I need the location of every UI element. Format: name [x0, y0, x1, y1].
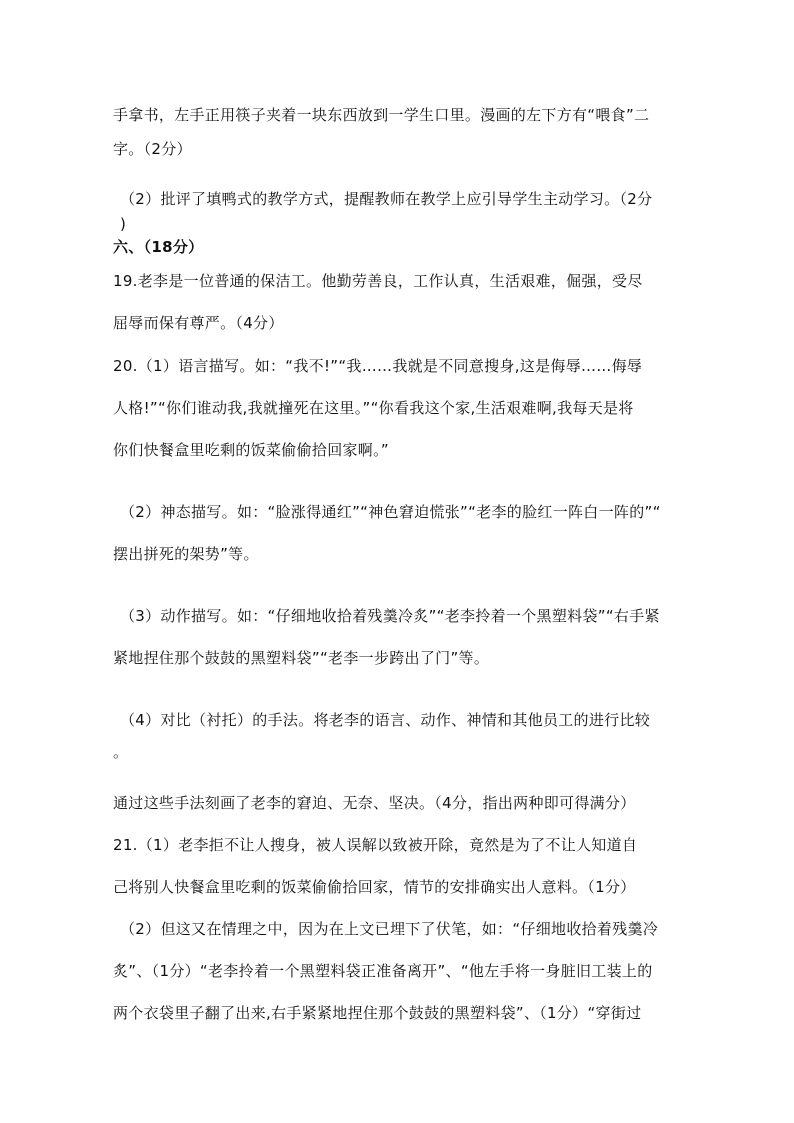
text-line: （4）对比（衬托）的手法。将老李的语言、动作、神情和其他员工的进行比较 — [120, 711, 651, 729]
text-line: 手拿书，左手正用筷子夹着一块东西放到一学生口里。漫画的左下方有“喂食”二 — [113, 106, 650, 124]
text-line: 20.（1）语言描写。如：“我不!”“我……我就是不同意搜身,这是侮辱……侮辱 — [113, 357, 643, 375]
text-line: 己将别人快餐盒里吃剩的饭菜偷偷拾回家，情节的安排确实出人意料。（1分） — [113, 878, 636, 896]
text-line: 字。（2分） — [113, 140, 192, 158]
text-line: 屈辱而保有尊严。（4分） — [113, 314, 284, 332]
text-line: 通过这些手法刻画了老李的窘迫、无奈、坚决。（4分，指出两种即可得满分） — [113, 794, 636, 812]
text-line: 摆出拼死的架势”等。 — [113, 545, 259, 563]
text-line: 炙”、（1分）“老李拎着一个黑塑料袋正准备离开”、“他左手将一身脏旧工装上的 — [113, 962, 653, 980]
text-line: 人格!”“你们谁动我,我就撞死在这里。”“你看我这个家,生活艰难啊,我每天是将 — [113, 399, 634, 417]
text-line: （2）神态描写。如：“脸涨得通红”“神色窘迫慌张”“老李的脸红一阵白一阵的”“ — [120, 503, 661, 521]
text-line: 19.老李是一位普通的保洁工。他勤劳善良，工作认真，生活艰难，倔强，受尽 — [113, 272, 643, 290]
text-line: （2）但这又在情理之中，因为在上文已埋下了伏笔，如：“仔细地收拾着残羹冷 — [120, 920, 659, 938]
text-line: （2）批评了填鸭式的教学方式，提醒教师在教学上应引导学生主动学习。（2分 — [120, 190, 653, 208]
text-line: ) — [120, 215, 127, 233]
text-line: （3）动作描写。如：“仔细地收拾着残羹冷炙”“老李拎着一个黑塑料袋”“右手紧 — [120, 607, 660, 625]
text-line: 两个衣袋里子翻了出来,右手紧紧地捏住那个鼓鼓的黑塑料袋”、（1分）“穿街过 — [113, 1004, 642, 1022]
text-line: 紧地捏住那个鼓鼓的黑塑料袋”“老李一步跨出了门”等。 — [113, 649, 490, 667]
text-line: 你们快餐盒里吃剩的饭菜偷偷拾回家啊。” — [113, 441, 389, 459]
text-line: 21.（1）老李拒不让人搜身，被人误解以致被开除，竟然是为了不让人知道自 — [113, 836, 638, 854]
text-line: 。 — [113, 743, 129, 761]
section-heading: 六、（18分） — [113, 238, 204, 256]
